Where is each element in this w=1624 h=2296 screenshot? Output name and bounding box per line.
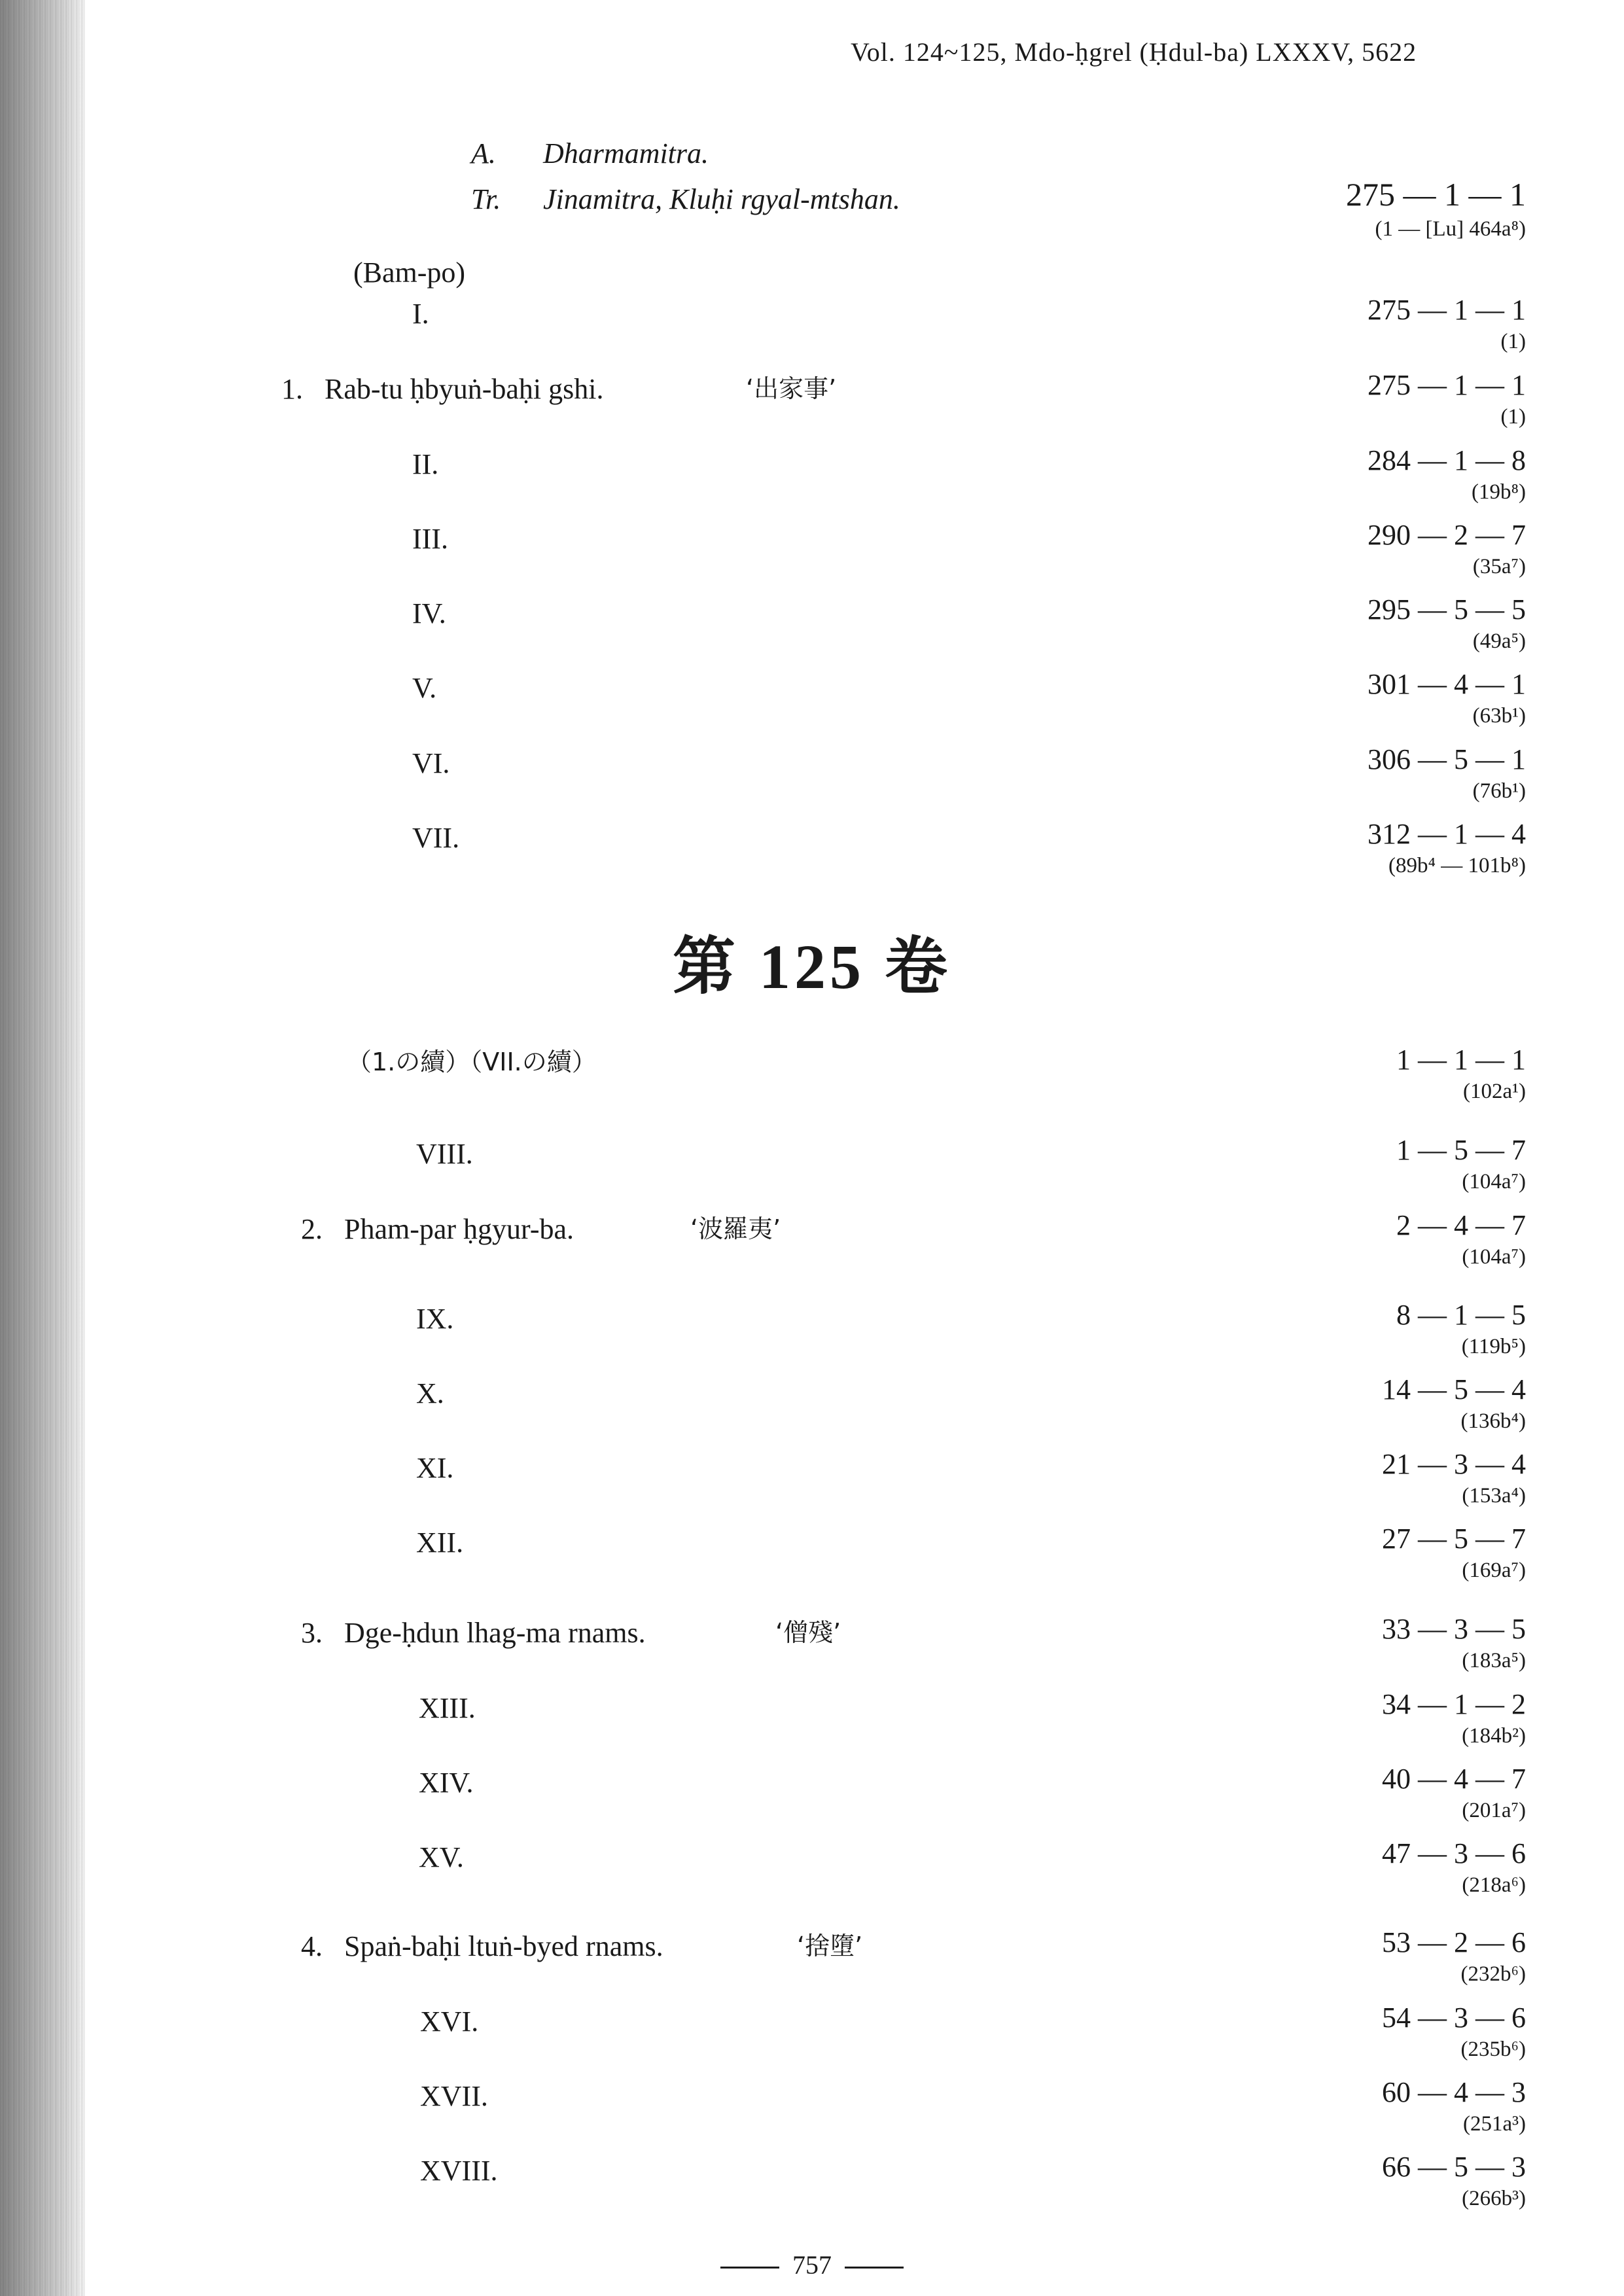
entry-ref-sub: (136b⁴) <box>1460 1409 1526 1433</box>
entry-ref: 312 — 1 — 4 <box>1368 818 1526 850</box>
entry-ref: 275 — 1 — 1 <box>1368 369 1526 401</box>
top-reference: 275 — 1 — 1 <box>1346 176 1526 213</box>
entry-label: X. <box>416 1377 444 1409</box>
entry-ref: 33 — 3 — 5 <box>1382 1613 1526 1645</box>
entry-ref-sub: (1) <box>1500 405 1526 429</box>
entry-label: I. <box>412 298 429 330</box>
entry-ref-sub: (201a⁷) <box>1462 1799 1526 1822</box>
entry-ref-sub: (104a⁷) <box>1462 1170 1526 1193</box>
entry-ref: 284 — 1 — 8 <box>1368 444 1526 476</box>
entry-label: XVIII. <box>420 2155 498 2187</box>
translators-names: Jinamitra, Kluḥi rgyal-mtshan. <box>543 183 900 215</box>
entry-label: XVII. <box>420 2080 488 2112</box>
entry-label: XIV. <box>419 1767 474 1799</box>
entry-ref-sub: (49a⁵) <box>1472 629 1526 653</box>
entry-ref: 47 — 3 — 6 <box>1382 1837 1526 1869</box>
entry-ref-sub: (35a⁷) <box>1472 555 1526 578</box>
entry-ref: 66 — 5 — 3 <box>1382 2151 1526 2183</box>
entry-ref: 60 — 4 — 3 <box>1382 2076 1526 2108</box>
entry-ref: 295 — 5 — 5 <box>1368 593 1526 626</box>
section-title-cjk: ‘捨墮’ <box>797 1932 863 1960</box>
volume-title: 第 125 卷 <box>673 932 951 1002</box>
translators-label: Tr. <box>471 183 501 215</box>
entry-ref: 290 — 2 — 7 <box>1368 519 1526 551</box>
entry-ref: 40 — 4 — 7 <box>1382 1763 1526 1795</box>
entry-ref-sub: (89b⁴ — 101b⁸) <box>1388 854 1526 877</box>
entry-ref-sub: (119b⁵) <box>1461 1335 1526 1358</box>
section-title: 1. Rab-tu ḥbyuṅ-baḥi gshi. <box>281 373 604 405</box>
entry-ref-sub: (266b³) <box>1462 2187 1526 2210</box>
entry-label: XII. <box>416 1527 464 1559</box>
entry-ref: 53 — 2 — 6 <box>1382 1926 1526 1958</box>
entry-label: XVI. <box>420 2005 479 2038</box>
entry-label: VI. <box>412 747 450 779</box>
entry-ref-sub: (102a¹) <box>1462 1080 1526 1103</box>
entry-ref: 1 — 5 — 7 <box>1396 1134 1526 1166</box>
entry-ref-sub: (235b⁶) <box>1460 2038 1526 2061</box>
entry-ref: 27 — 5 — 7 <box>1382 1523 1526 1555</box>
section-title: 3. Dge-ḥdun lhag-ma rnams. <box>301 1617 646 1649</box>
top-reference-sub: (1 — [Lu] 464a⁸) <box>1375 217 1526 241</box>
entry-ref-sub: (169a⁷) <box>1462 1559 1526 1582</box>
author-name: Dharmamitra. <box>543 137 709 169</box>
section-title-cjk: ‘僧殘’ <box>775 1618 841 1647</box>
footer-rule-left <box>720 2267 779 2269</box>
scan-shadow-edge <box>0 0 85 2296</box>
entry-ref: 2 — 4 — 7 <box>1396 1209 1526 1241</box>
running-header: Vol. 124~125, Mdo-ḥgrel (Ḥdul-ba) LXXXV, 5622 <box>851 37 1417 67</box>
entry-ref: 14 — 5 — 4 <box>1382 1373 1526 1405</box>
entry-ref-sub: (218a⁶) <box>1462 1873 1526 1897</box>
entry-label: III. <box>412 523 448 555</box>
bampo-label: (Bam-po) <box>353 256 466 289</box>
entry-ref: 21 — 3 — 4 <box>1382 1448 1526 1480</box>
footer-rule-right <box>845 2267 904 2269</box>
entry-ref-sub: (184b²) <box>1462 1724 1526 1748</box>
entry-ref: 275 — 1 — 1 <box>1368 294 1526 326</box>
entry-ref: 1 — 1 — 1 <box>1396 1044 1526 1076</box>
entry-ref: 301 — 4 — 1 <box>1368 668 1526 700</box>
entry-label: XIII. <box>419 1692 476 1724</box>
entry-ref-sub: (19b⁸) <box>1472 480 1526 504</box>
entry-label: VII. <box>412 822 460 854</box>
entry-ref-sub: (76b¹) <box>1472 779 1526 803</box>
entry-label: IV. <box>412 597 446 629</box>
entry-label: IX. <box>416 1303 454 1335</box>
entry-ref: 306 — 5 — 1 <box>1368 743 1526 775</box>
entry-label: II. <box>412 448 439 480</box>
entry-label: XI. <box>416 1452 454 1484</box>
continuation-note: （1.の續）（VII.の續） <box>347 1048 597 1076</box>
section-title-cjk: ‘波羅夷’ <box>690 1214 781 1243</box>
page-number-footer <box>0 2252 1624 2278</box>
section-title-cjk: ‘出家事’ <box>746 374 837 403</box>
entry-ref-sub: (63b¹) <box>1472 704 1526 728</box>
entry-ref-sub: (153a⁴) <box>1462 1484 1526 1508</box>
entry-ref-sub: (104a⁷) <box>1462 1245 1526 1269</box>
author-label: A. <box>471 137 496 169</box>
page-number: 757 <box>792 2250 832 2280</box>
entry-ref: 34 — 1 — 2 <box>1382 1688 1526 1720</box>
entry-ref: 8 — 1 — 5 <box>1396 1299 1526 1331</box>
entry-label: VIII. <box>416 1138 473 1170</box>
entry-ref: 54 — 3 — 6 <box>1382 2002 1526 2034</box>
entry-label: V. <box>412 672 437 704</box>
entry-label: XV. <box>419 1841 464 1873</box>
entry-ref-sub: (251a³) <box>1462 2112 1526 2136</box>
entry-ref-sub: (232b⁶) <box>1460 1962 1526 1986</box>
section-title: 2. Pham-par ḥgyur-ba. <box>301 1213 574 1245</box>
section-title: 4. Spaṅ-baḥi ltuṅ-byed rnams. <box>301 1930 663 1962</box>
entry-ref-sub: (183a⁵) <box>1462 1649 1526 1672</box>
entry-ref-sub: (1) <box>1500 330 1526 353</box>
